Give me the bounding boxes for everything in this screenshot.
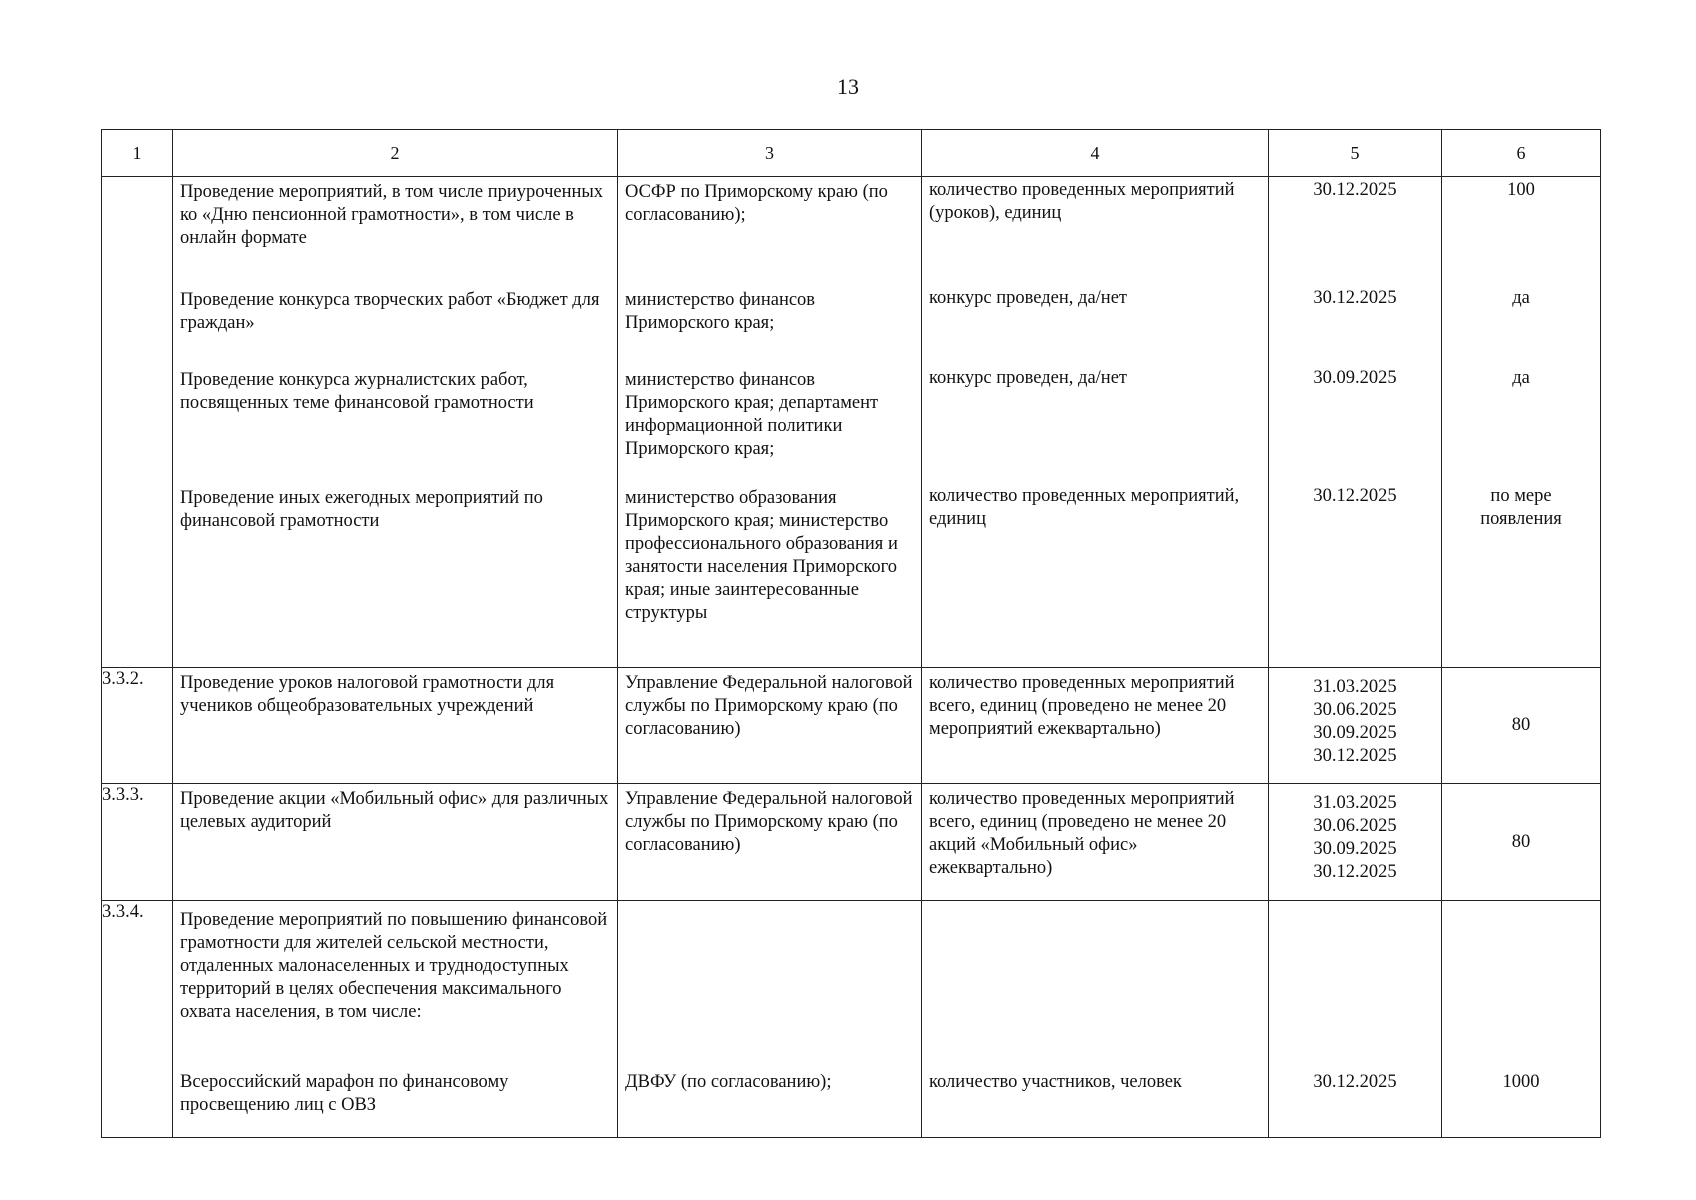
deadline-text: 30.12.2025 [1313,746,1397,766]
header-col-4: 4 [922,130,1269,177]
deadline-list [1269,668,1441,768]
event-text: Проведение иных ежегодных мероприятий по финансовой грамотности [180,488,543,531]
value-text: да [1512,288,1530,308]
executor-cell [618,784,922,901]
value-text: по мере появления [1480,486,1562,529]
value-text: 80 [1511,831,1531,852]
event-cell [173,668,618,784]
executor-text: министерство образования Приморского края; министерство профессионального образования и занятости населения Приморского края; иные заинтересованные структуры [625,488,898,623]
deadline-text: 30.12.2025 [1313,862,1397,882]
executor-cell [618,177,922,668]
deadline-text: 30.09.2025 [1313,839,1397,859]
indicator-text: количество проведенных мероприятий всего, единиц (проведено не менее 20 мероприятий ежеквартально) [929,673,1235,739]
value-cell [1442,177,1601,668]
deadline-text: 30.12.2025 [1313,288,1397,308]
page-number: 13 [837,74,859,99]
deadline-text: 30.06.2025 [1313,816,1397,836]
value-text: 1000 [1502,1072,1540,1092]
executor-text: министерство финансов Приморского края; [625,290,816,333]
indicator-cell [922,177,1269,668]
indicator-text: количество проведенных мероприятий всего, единиц (проведено не менее 20 акций «Мобильный офис» ежеквартально) [929,789,1235,878]
executor-text: ОСФР по Приморскому краю (по согласованию); [625,182,888,225]
indicator-text: конкурс проведен, да/нет [929,288,1127,308]
deadline-cell [1269,177,1442,668]
deadline-text: 31.03.2025 [1313,793,1397,813]
header-col-5: 5 [1269,130,1442,177]
event-text: Проведение мероприятий по повышению финансовой грамотности для жителей сельской местности, отдаленных малонаселенных и труднодоступных территорий в целях обеспечения максимального охвата населения, в том числе: [180,910,608,1022]
event-text: Проведение акции «Мобильный офис» для различных целевых аудиторий [180,789,609,832]
deadline-text: 30.12.2025 [1313,486,1397,506]
header-col-1: 1 [102,130,173,177]
deadline-text: 30.06.2025 [1313,700,1397,720]
executor-cell [618,668,922,784]
row-number-cell: 3.3.3. [102,784,173,901]
value-spacer [1442,901,1600,1067]
table-row-group-3-3-1 [102,177,1601,668]
executor-text: ДВФУ (по согласованию); [625,1072,832,1092]
event-text: Проведение мероприятий, в том числе приуроченных ко «Дню пенсионной грамотности», в том числе в онлайн формате [180,182,604,248]
deadline-cell [1269,784,1442,901]
executor-text: Управление Федеральной налоговой службы по Приморскому краю (по согласованию) [625,789,913,855]
header-col-6: 6 [1442,130,1601,177]
event-text: Проведение конкурса журналистских работ, посвященных теме финансовой грамотности [180,370,534,413]
table-row-3-3-2 [102,668,1601,784]
indicator-cell [922,668,1269,784]
deadline-text: 30.12.2025 [1313,1072,1397,1092]
event-text: Всероссийский марафон по финансовому просвещению лиц с ОВЗ [180,1072,509,1115]
header-col-2: 2 [173,130,618,177]
value-text: да [1512,368,1530,388]
table-row-3-3-4 [102,901,1601,1138]
plan-table [101,129,1601,1138]
deadline-cell [1269,668,1442,784]
deadline-text: 30.09.2025 [1313,723,1397,743]
indicator-cell [922,784,1269,901]
indicator-spacer [922,901,1268,1067]
deadline-cell [1269,901,1442,1138]
event-cell [173,784,618,901]
value-text: 80 [1511,715,1531,735]
indicator-text: количество участников, человек [929,1072,1182,1092]
value-cell [1442,784,1601,901]
row-number-cell: 3.3.2. [102,668,173,784]
executor-text: министерство финансов Приморского края; департамент информационной политики Приморского края; [625,370,879,459]
executor-cell [618,901,922,1138]
indicator-text: количество проведенных мероприятий, единиц [929,486,1240,529]
deadline-text: 30.09.2025 [1313,368,1397,388]
event-cell [173,177,618,668]
indicator-cell [922,901,1269,1138]
row-number-cell [102,177,173,668]
event-text: Проведение уроков налоговой грамотности для учеников общеобразовательных учреждений [180,673,555,716]
deadline-spacer [1269,901,1441,1067]
header-col-3: 3 [618,130,922,177]
deadline-list [1269,784,1441,884]
deadline-text: 31.03.2025 [1313,677,1397,697]
executor-spacer [618,901,921,1067]
value-text: 100 [1507,180,1535,200]
executor-text: Управление Федеральной налоговой службы по Приморскому краю (по согласованию) [625,673,913,739]
table-row-3-3-3 [102,784,1601,901]
deadline-text: 30.12.2025 [1313,180,1397,200]
event-cell [173,901,618,1138]
value-cell [1442,668,1601,784]
indicator-text: конкурс проведен, да/нет [929,368,1127,388]
indicator-text: количество проведенных мероприятий (уроков), единиц [929,180,1235,223]
table-header-row [102,130,1601,177]
event-text: Проведение конкурса творческих работ «Бюджет для граждан» [180,290,600,333]
row-number-cell: 3.3.4. [102,901,173,1138]
value-cell [1442,901,1601,1138]
